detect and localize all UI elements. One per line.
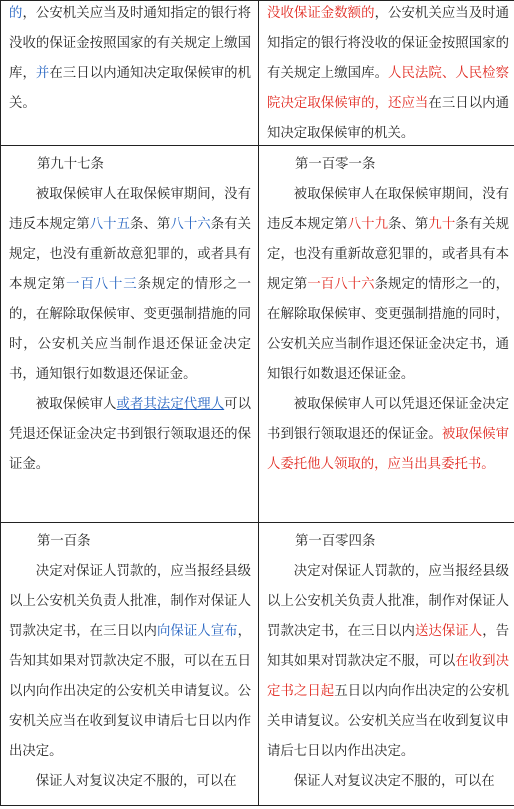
- text-segment: ，告知其如果对罚款决定不服，可以在五日以内向作出决定的公安机关申请复议。公安机关应当在收到复议申请后七日以内作出决定。: [9, 624, 252, 759]
- added-text: 人民法院、人民检察院决定取保候审的，还应当: [267, 66, 510, 111]
- article-heading: 第一百零四条: [295, 534, 376, 549]
- table-row: [1, 146, 514, 523]
- article-paragraph: [9, 0, 251, 119]
- changed-text: 八十六: [170, 217, 211, 232]
- added-text: 被取保候审人委托他人领取的，应当出具委托书。: [267, 427, 510, 472]
- text-segment: ，公安机关应当及时通知指定的银行将没收的保证金按照国家的有关规定上缴国库。: [267, 6, 510, 81]
- text-segment: 可以凭退还保证金决定书到银行领取退还的保证金。: [9, 397, 252, 472]
- article-paragraph: [9, 390, 251, 480]
- added-text: 九十: [428, 217, 456, 232]
- text-segment: ，告知其如果对罚款决定不服，可以: [267, 624, 510, 669]
- changed-text: 八十五: [89, 217, 131, 232]
- text-segment: 条规定的情形之一的，在解除取保候审、变更强制措施的同时，公安机关应当制作退还保证金决定书，通知银行如数退还保证金。: [267, 277, 510, 382]
- new-rule-cell: [259, 523, 514, 806]
- changed-text: 向保证人宣布: [156, 624, 238, 639]
- text-segment: 被取保候审人可以凭退还保证金决定书到银行领取退还的保证金。: [267, 397, 509, 442]
- text-segment: 被取保候审人: [35, 397, 117, 412]
- article-heading: 第一百零一条: [295, 157, 376, 172]
- article-paragraph: [267, 767, 509, 797]
- text-segment: 被取保候审人在取保候审期间，没有违反本规定第: [267, 187, 509, 232]
- changed-text: 并: [35, 66, 50, 81]
- added-text: 送达保证人: [414, 624, 483, 639]
- text-segment: 条、第: [130, 217, 171, 232]
- table-row: [1, 523, 514, 806]
- table-row: [1, 1, 514, 146]
- added-text: 八十九: [347, 217, 389, 232]
- article-paragraph: [9, 767, 251, 797]
- article-paragraph: [267, 0, 509, 145]
- text-segment: 被取保候审人在取保候审期间，没有违反本规定第: [9, 187, 251, 232]
- text-segment: 决定对保证人罚款的，应当报经县级以上公安机关负责人批准，制作对保证人罚款决定书，在三日以内: [9, 564, 251, 639]
- article-paragraph: [267, 557, 509, 767]
- added-text: 在收到决定书之日起: [267, 654, 509, 699]
- old-rule-cell: [1, 1, 259, 146]
- old-rule-cell: [1, 146, 259, 523]
- added-text: 一百八十六: [307, 277, 375, 292]
- text-segment: 在三日以内通知决定取保候审的机关。: [267, 96, 510, 141]
- text-segment: 决定对保证人罚款的，应当报经县级以上公安机关负责人批准，制作对保证人罚款决定书，在三日以内: [267, 564, 509, 639]
- article-heading: 第九十七条: [37, 157, 104, 172]
- text-segment: 五日以内向作出决定的公安机关申请复议。公安机关应当在收到复议申请后七日以内作出决定。: [267, 684, 510, 759]
- old-rule-cell: [1, 523, 259, 806]
- text-segment: ，公安机关应当及时通知指定的银行将没收的保证金按照国家的有关规定上缴国库，: [9, 6, 252, 81]
- text-segment: 在三日以内通知决定取保候审的机关。: [9, 66, 252, 111]
- article-paragraph: [9, 557, 251, 767]
- text-segment: 保证人对复议决定不服的，可以在: [35, 774, 237, 789]
- text-segment: 条有关规定，也没有重新故意犯罪的，或者具有本规定第: [267, 217, 510, 292]
- article-paragraph: [267, 390, 509, 480]
- article-paragraph: [267, 180, 509, 390]
- text-segment: 条、第: [388, 217, 429, 232]
- changed-text: 或者其法定代理人: [116, 397, 225, 412]
- text-segment: 条规定的情形之一的，在解除取保候审、变更强制措施的同时，公安机关应当制作退还保证金决定书，通知银行如数退还保证金。: [9, 277, 252, 382]
- text-segment: 条有关规定，也没有重新故意犯罪的，或者具有本规定第: [9, 217, 252, 292]
- article-heading: 第一百条: [37, 534, 91, 549]
- added-text: 没收保证金数额的: [267, 6, 375, 21]
- changed-text: 一百八十三: [66, 277, 138, 292]
- article-paragraph: [9, 180, 251, 390]
- changed-text: 的: [9, 6, 23, 21]
- new-rule-cell: [259, 146, 514, 523]
- text-segment: 保证人对复议决定不服的，可以在: [293, 774, 495, 789]
- new-rule-cell: [259, 1, 514, 146]
